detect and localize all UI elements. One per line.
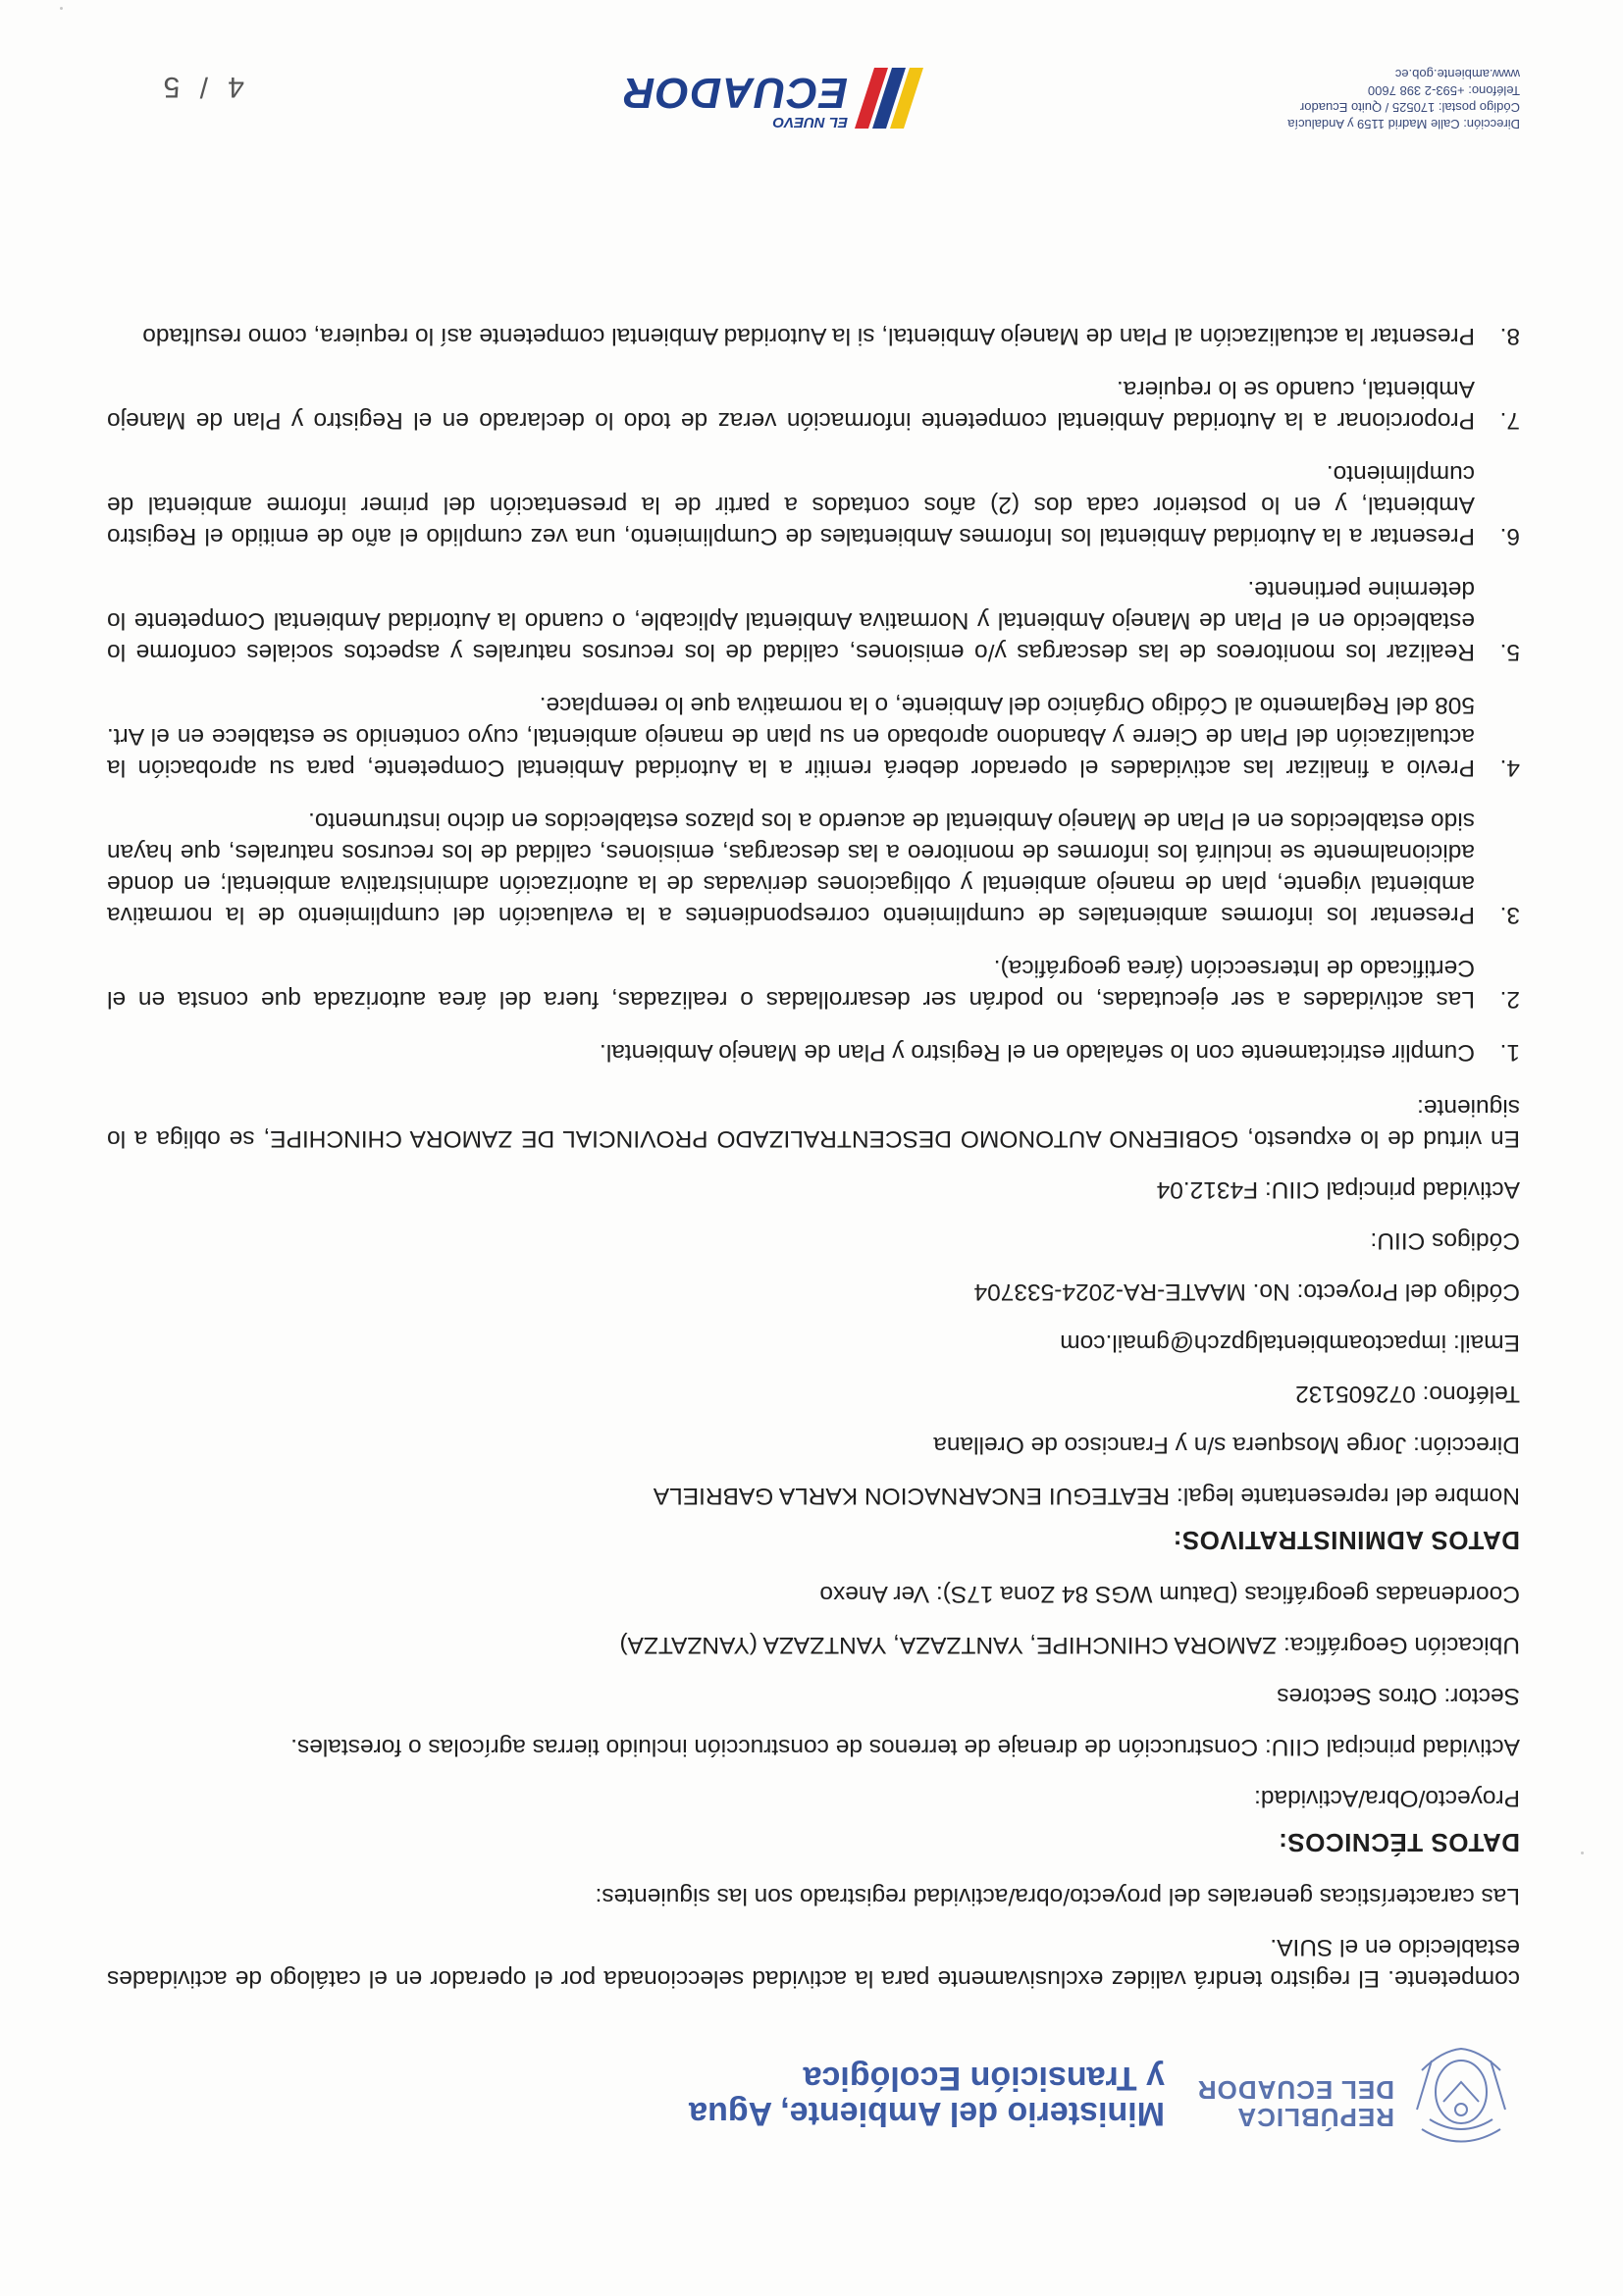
admin-address: Dirección: Jorge Mosquera s/n y Francisco de Orellana: [933, 1432, 1520, 1458]
coordinates: Coordenadas geográficas (Datum WGS 84 Zona 17S): Ver Anexo: [819, 1581, 1520, 1607]
obligation-number: 1.: [1499, 1039, 1520, 1066]
republic-line-2: DEL ECUADOR: [1196, 2075, 1394, 2105]
ministry-address: [1287, 66, 1520, 132]
republic-line-1: REPÚBLICA: [1236, 2103, 1394, 2132]
obligation-text: Realizar los monitoreos de las descargas y/o emisiones, calidad de los recursos naturales y aspectos sociales conforme lo establecido en el Plan de Manejo Ambiental y Normativa Ambiental Aplicable, o cuando la Autoridad Ambiental Competente lo determine pertinente.: [107, 576, 1475, 665]
ecuador-coat-of-arms-icon: [1402, 2041, 1520, 2159]
obligation-item: [107, 457, 1520, 551]
logo-wordmark: ECUADOR: [622, 69, 848, 117]
obligation-number: 4.: [1499, 755, 1520, 781]
ministry-line-2: y Transición Ecológica: [803, 2060, 1165, 2097]
page-footer: [68, 34, 1520, 142]
obligation-item: [107, 805, 1520, 930]
sector: Sector: Otros Sectores: [1277, 1683, 1520, 1709]
obligation-number: 5.: [1499, 639, 1520, 665]
obligation-text: Presentar los informes ambientales de cumplimiento correspondientes a la evaluación del cumplimiento de la normativa ambiental vigente, plan de manejo ambiental y obligaciones derivadas de la autorización administrativa ambiental; en donde adicionalmente se incluirá los informes de monitoreo a las descargas, emisiones, calidad de los recursos naturales, que hayan sido establecidos en el Plan de Manejo Ambiental de acuerdo a los plazos establecidos en dicho instrumento.: [107, 808, 1475, 928]
obligation-item: [107, 952, 1520, 1015]
obligation-number: 8.: [1499, 323, 1520, 349]
obligation-number: 6.: [1499, 523, 1520, 549]
obligation-text: Proporcionar a la Autoridad Ambiental competente información veraz de todo lo declarado en el Registro y Plan de Manejo Ambiental, cuando se lo requiera.: [107, 376, 1475, 434]
obligation-text: Presentar la actualización al Plan de Manejo Ambiental, si la Autoridad Ambiental competente así lo requiera, como resultado: [142, 323, 1475, 349]
obligation-item: [107, 373, 1520, 436]
main-activity-code: Actividad principal CIIU: F4312.04: [1156, 1176, 1520, 1203]
geographic-location: Ubicación Geográfica: ZAMORA CHINCHIPE, YANTZAZA, YANTZAZA (YANZATZA): [619, 1632, 1520, 1658]
main-activity-description: Actividad principal CIIU: Construcción de drenaje de terrenos de construcción incluido tierras agrícolas o forestales.: [290, 1734, 1520, 1760]
address-line: Teléfono: +593-2 398 7600: [1367, 83, 1520, 98]
flag-stripes-icon: [853, 58, 941, 136]
obligation-text: Las actividades a ser ejecutadas, no podrán ser desarrolladas o realizadas, fuera del área autorizada que consta en el Certificado de Intersección (área geográfica).: [107, 955, 1475, 1013]
characteristics-intro: Las características generales del proyecto/obra/actividad registrado son las siguientes:: [595, 1883, 1520, 1909]
legal-representative: Nombre del representante legal: REATEGUI ENCARNACION KARLA GABRIELA: [653, 1483, 1520, 1509]
address-line: Código postal: 170525 / Quito Ecuador: [1299, 100, 1520, 115]
obligation-intro: En virtud de lo expuesto, GOBIERNO AUTONOMO DESCENTRALIZADO PROVINCIAL DE ZAMORA CHINCHIPE, se obliga a lo siguiente:: [107, 1094, 1520, 1152]
project-code: Código del Proyecto: No. MAATE-RA-2024-533704: [973, 1278, 1520, 1305]
address-line: Dirección: Calle Madrid 1159 y Andalucía: [1287, 117, 1520, 131]
ministry-name: [689, 2061, 1165, 2131]
logo-tagline: EL NUEVO: [772, 114, 848, 130]
document-body: [107, 298, 1520, 1994]
obligation-text: Previo a finalizar las actividades el operador deberá remitir a la Autoridad Ambiental Competente, para su aprobación la actualización del Plan de Cierre y Abandono aprobado en su plan de manejo ambiental, cuyo contenido se establece en el Art. 508 del Reglamento al Código Orgánico del Ambiente, o la normativa que lo reemplace.: [107, 692, 1475, 781]
obligation-text: Presentar a la Autoridad Ambiental los Informes Ambientales de Cumplimiento, una vez cumplido el año de emitido el Registro Ambiental, y en lo posterior cada dos (2) años contados a partir de la presentación del primer informe ambiental de cumplimiento.: [107, 460, 1475, 549]
ciiu-codes: Códigos CIIU:: [1370, 1227, 1520, 1254]
project-label: Proyecto/Obra/Actividad:: [1254, 1785, 1520, 1811]
address-line: www.ambiente.gob.ec: [1394, 67, 1520, 81]
obligation-item: [107, 320, 1520, 351]
scan-speck: [60, 7, 63, 10]
obligation-number: 3.: [1499, 902, 1520, 928]
obligation-number: 2.: [1499, 986, 1520, 1013]
obligation-text: Cumplir estrictamente con lo señalado en el Registro y Plan de Manejo Ambiental.: [599, 1039, 1475, 1066]
letterhead: [68, 2011, 1520, 2159]
ministry-line-1: Ministerio del Ambiente, Agua: [689, 2095, 1165, 2132]
admin-phone: Teléfono: 072605132: [1295, 1381, 1520, 1407]
intro-continuation: competente. El registro tendrá validez exclusivamente para la actividad seleccionada por el operador en el catálogo de actividades establecido en el SUIA.: [107, 1934, 1520, 1992]
technical-heading: DATOS TÉCNICOS:: [1278, 1828, 1520, 1857]
admin-heading: DATOS ADMINISTRATIVOS:: [1173, 1526, 1520, 1555]
scan-speck: [1581, 1852, 1584, 1854]
el-nuevo-ecuador-logo: [617, 54, 941, 142]
republic-name: [1197, 2076, 1394, 2131]
obligations-list: [107, 320, 1520, 1068]
obligation-item: [107, 573, 1520, 667]
page-number: 4 / 5: [157, 71, 244, 103]
obligation-number: 7.: [1499, 407, 1520, 434]
obligation-item: [107, 1036, 1520, 1068]
obligation-item: [107, 689, 1520, 783]
admin-email: Email: impactoambientalgpzch@gmail.com: [1060, 1330, 1520, 1356]
